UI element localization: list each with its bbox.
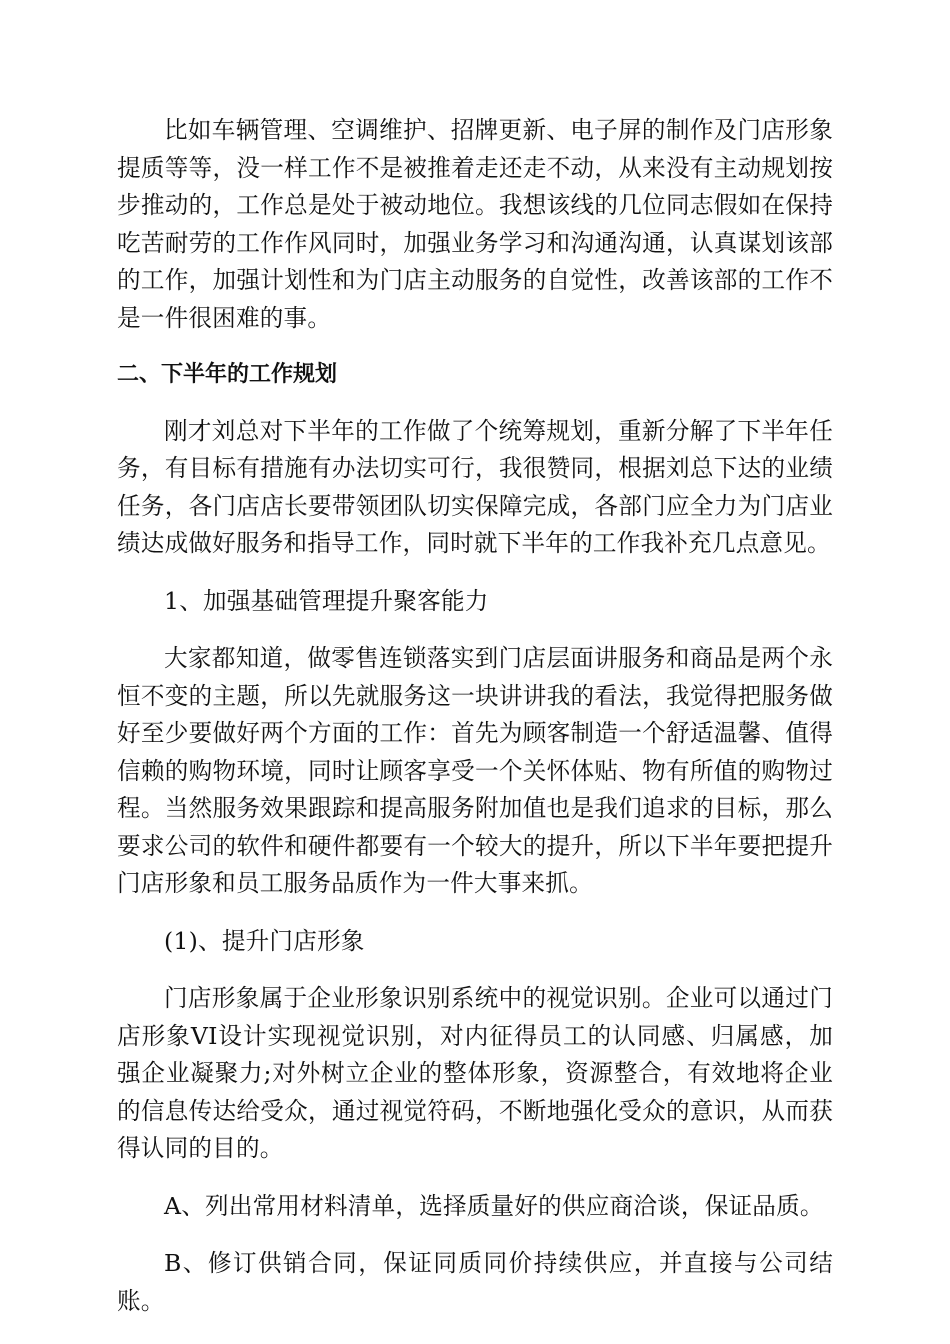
document-page	[117, 112, 833, 1320]
list-item-b: B、修订供销合同，保证同质同价持续供应，并直接与公司结账。	[117, 1249, 833, 1315]
paragraph-work-issues: 比如车辆管理、空调维护、招牌更新、电子屏的制作及门店形象提质等等，没一样工作不是被推着走还走不动，从来没有主动规划按步推动的，工作总是处于被动地位。我想该线的几位同志假如在保持吃苦耐劳的工作作风同时，加强业务学习和沟通沟通，认真谋划该部的工作，加强计划性和为门店主动服务的自觉性，改善该部的工作不是一件很困难的事。	[117, 116, 833, 332]
section-heading-second-half-plan: 二、下半年的工作规划	[117, 362, 338, 387]
paragraph-plan-overview: 刚才刘总对下半年的工作做了个统筹规划，重新分解了下半年任务，有目标有措施有办法切实可行，我很赞同，根据刘总下达的业绩任务，各门店店长要带领团队切实保障完成，各部门应全力为门店业绩达成做好服务和指导工作，同时就下半年的工作我补充几点意见。	[117, 416, 833, 557]
paragraph-service: 大家都知道，做零售连锁落实到门店层面讲服务和商品是两个永恒不变的主题，所以先就服务这一块讲讲我的看法，我觉得把服务做好至少要做好两个方面的工作：首先为顾客制造一个舒适温馨、值得信赖的购物环境，同时让顾客享受一个关怀体贴、物有所值的购物过程。当然服务效果跟踪和提高服务附加值也是我们追求的目标，那么要求公司的软件和硬件都要有一个较大的提升，所以下半年要把提升门店形象和员工服务品质作为一件大事来抓。	[117, 644, 833, 897]
paragraph-store-image: 门店形象属于企业形象识别系统中的视觉识别。企业可以通过门店形象VI设计实现视觉识别，对内征得员工的认同感、归属感，加强企业凝聚力;对外树立企业的整体形象，资源整合，有效地将企业的信息传达给受众，通过视觉符码，不断地强化受众的意识，从而获得认同的目的。	[117, 984, 833, 1162]
list-item-a: A、列出常用材料清单，选择质量好的供应商洽谈，保证品质。	[164, 1191, 824, 1220]
list-item-strengthen-management: 1、加强基础管理提升聚客能力	[164, 586, 489, 615]
subheading-store-image: (1)、提升门店形象	[164, 926, 365, 955]
